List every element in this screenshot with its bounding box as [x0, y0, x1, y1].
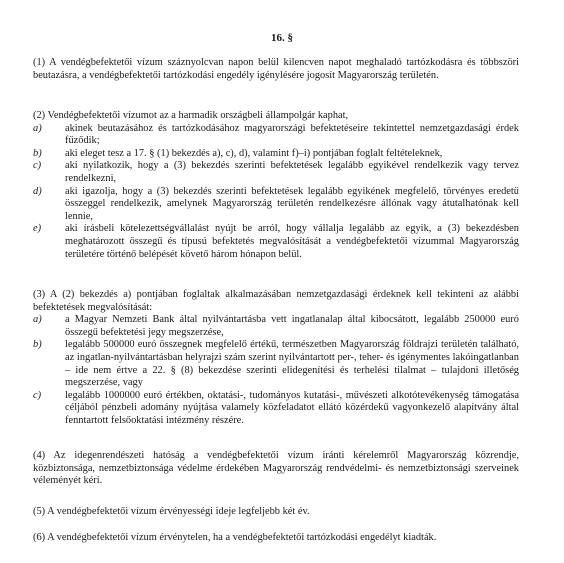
paragraph-1 [33, 57, 519, 82]
list-item-3a [33, 314, 519, 339]
paragraph-3 [33, 289, 519, 428]
list-marker: d) [33, 185, 42, 197]
list-item-text: aki igazolja, hogy a (3) bekezdés szerinti befektetések legalább egyikének megfelelő, törvényes eredetű összeggel rendelkezik, amelynek Magyarország területén rendelkezésre állónak vagy átutalhatónak kell lennie, [65, 185, 519, 222]
paragraph-5 [33, 506, 519, 519]
paragraph-6-text: (6) A vendégbefektetői vízum érvénytelen, ha a vendégbefektetői tartózkodási engedélyt kiadták. [33, 532, 437, 543]
list-marker: a) [33, 314, 42, 326]
paragraph-1-text: (1) A vendégbefektetői vízum száznyolcvan napon belül kilencven napot meghaladó tartózkodásra és többszöri beutazásra, a vendégbefektetői tartózkodási engedély igénylésére jogosít Magyarország területén. [33, 57, 519, 81]
list-item-2c [33, 160, 519, 185]
section-title: 16. § [271, 32, 293, 44]
paragraph-2 [33, 110, 519, 261]
list-marker: a) [33, 122, 42, 134]
list-item-text: aki eleget tesz a 17. § (1) bekezdés a), c), d), valamint f)–i) pontjában foglalt feltételeknek, [65, 147, 443, 159]
paragraph-5-text: (5) A vendégbefektetői vízum érvényességi ideje legfeljebb két év. [33, 506, 310, 517]
list-marker: b) [33, 339, 42, 351]
list-item-text: a Magyar Nemzeti Bank által nyilvántartásba vett ingatlanalap által kibocsátott, legalább 250000 euró összegű befektetési jegy megszerzése, [65, 314, 519, 338]
paragraph-6 [33, 532, 519, 545]
list-marker: b) [33, 147, 42, 159]
list-marker: c) [33, 389, 42, 401]
list-item-text: aki írásbeli kötelezettségvállalást nyújt be arról, hogy vállalja legalább az egyik, a (3) bekezdésben meghatározott összegű és típusú befektetés megvalósítását a vendégbefektetői vízummal Magyarország területére történő belépését követő három hónapon belül. [65, 223, 519, 260]
paragraph-4 [33, 450, 519, 488]
list-item-2e [33, 223, 519, 261]
paragraph-2-intro: (2) Vendégbefektetői vízumot az a harmadik országbeli állampolgár kaphat, [33, 110, 349, 121]
paragraph-4-text: (4) Az idegenrendészeti hatóság a vendégbefektetői vízum iránti kérelemről Magyarország közrendje, közbiztonsága, nemzetbiztonsága védelme érdekében Magyarország rendvédelmi- és nemzetbiztonsági szerveinek véleményét kéri. [33, 450, 519, 487]
list-item-text: akinek beutazásához és tartózkodásához magyarországi befektetéseire tekintettel nemzetgazdasági érdek fűződik; [65, 122, 519, 147]
list-item-text: aki nyilatkozik, hogy a (3) bekezdés szerinti befektetések legalább egyikével rendelkezik vagy tervez rendelkezni, [65, 160, 519, 184]
list-marker: e) [33, 223, 42, 235]
list-item-text: legalább 500000 euró összegnek megfelelő értékű, természetben Magyarország földrajzi területén található, az ingatlan-nyilvántartásban helyrajzi szám szerint nyilvántartott per-, teher- és igénymentes lakóingatlanban – ide nem értve a 22. § (8) bekezdése szerinti elidegenítési és terhelési tilalmat – tulajdoni illetőség megszerzése, vagy [65, 339, 519, 389]
list-item-2a [33, 123, 519, 148]
list-item-2b [33, 148, 519, 161]
list-item-3c [33, 390, 519, 428]
list-item-text: legalább 1000000 euró értékben, oktatási-, tudományos kutatási-, művészeti alkotótevékenység támogatása céljából pénzbeli adomány nyújtása valamely közfeladatot ellátó közérdekű vagyonkezelő alapítvány által fenntartott felsőoktatási intézmény részére. [65, 389, 519, 426]
paragraph-3-intro: (3) A (2) bekezdés a) pontjában foglaltak alkalmazásában nemzetgazdasági érdeknek kell tekinteni az alábbi befektetések megvalósítását: [33, 289, 519, 313]
list-item-3b [33, 339, 519, 389]
list-item-2d [33, 186, 519, 224]
list-marker: c) [33, 160, 42, 172]
